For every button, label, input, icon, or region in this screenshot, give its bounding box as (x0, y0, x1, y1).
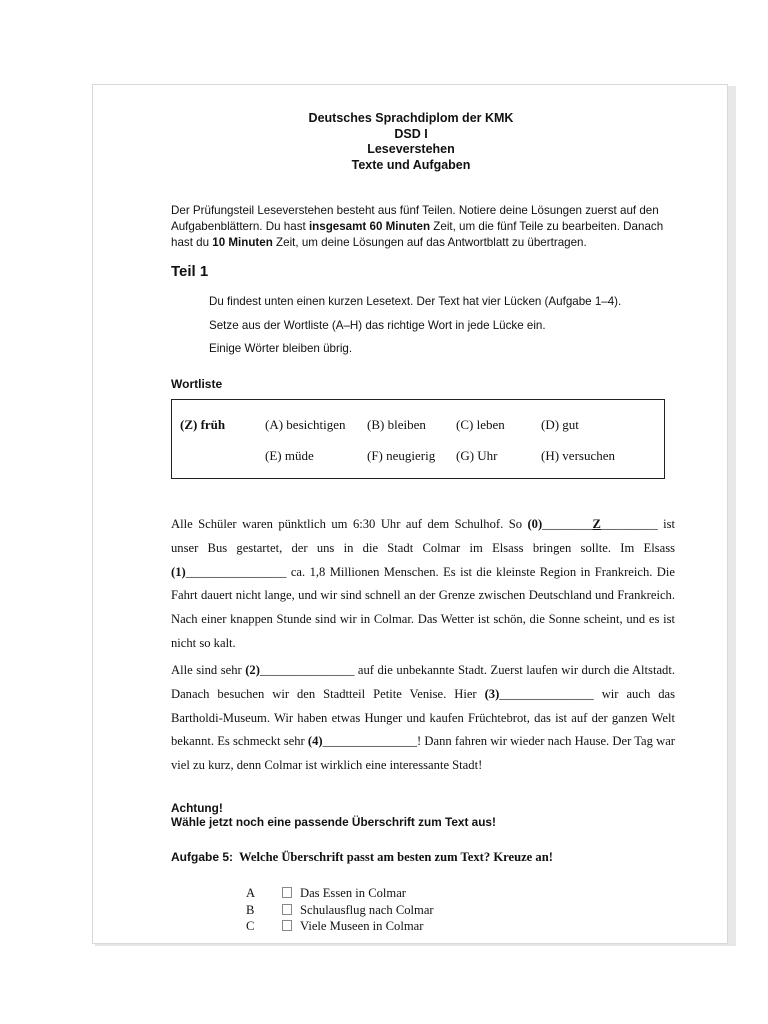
intro-text-1: Der Prüfungsteil Leseverstehen besteht aus fünf Teilen. Notiere deine Lösungen zuerst auf den Aufgabenblättern. Du hast (171, 204, 659, 234)
story-text: ist unser Bus gestartet, der uns in die Stadt Colmar im Elsass bringen sollte. Im Elsass (171, 517, 675, 555)
header-title: Deutsches Sprachdiplom der KMK (308, 111, 514, 125)
checkbox-icon[interactable] (282, 920, 292, 931)
story-text: ! Dann fahren wir wieder nach Hause. Der Tag war viel zu kurz, denn Colmar ist wirklich eine interessante Stadt! (171, 734, 675, 773)
checkbox-icon[interactable] (282, 904, 292, 915)
instruction-line: Setze aus der Wortliste (A–H) das richtige Wort in jede Lücke ein. (209, 319, 546, 332)
gap-label-0: (0) (527, 517, 543, 531)
task-5-heading (171, 850, 553, 865)
gap-line-3: _______________ (499, 686, 594, 701)
header-subsection: Texte und Aufgaben (351, 157, 471, 172)
header-subtitle: DSD I (394, 126, 428, 141)
wordlist-item: (B) bleiben (367, 417, 426, 432)
instruction-line: Du findest unten einen kurzen Lesetext. Der Text hat vier Lücken (Aufgabe 1–4). (209, 295, 622, 308)
section-title: Teil 1 (171, 263, 209, 280)
gap-label-4: (4) (307, 734, 323, 749)
gap-line-4: _______________ (322, 734, 418, 749)
story-text: auf die unbekannte Stadt. Zuerst laufen wir durch die Altstadt. Danach besuchen wir den Stadtteil Petite Venise. Hier (171, 663, 675, 701)
gap-label-1: (1) (171, 564, 186, 579)
gap-label-2: (2) (245, 663, 260, 677)
option-text: Viele Museen in Colmar (300, 919, 424, 933)
option-row-a[interactable] (246, 886, 406, 901)
gap-line: _________ (600, 517, 658, 531)
document-page (92, 84, 728, 944)
option-letter: A (246, 886, 256, 900)
option-row-b[interactable] (246, 903, 434, 918)
story-text: wir auch das Bartholdi-Museum. Wir haben etwas Hunger und kaufen Früchtebrot, das ist auf der ganzen Welt bekannt. Es schmeckt sehr (171, 686, 675, 749)
story-text: Alle sind sehr (171, 663, 246, 677)
intro-bold-2: 10 Minuten (212, 236, 273, 250)
attention-text: Wähle jetzt noch eine passende Überschrift zum Text aus! (171, 815, 496, 829)
gap-line: ________ (542, 517, 593, 531)
attention-title: Achtung! (171, 801, 223, 815)
gap-line-1: ________________ (185, 564, 287, 579)
intro-bold-1: insgesamt 60 Minuten (308, 220, 431, 234)
wordlist-item: (E) müde (265, 448, 314, 463)
wordlist-item: (G) Uhr (456, 448, 498, 463)
gap-line-2: _______________ (259, 663, 355, 677)
story-paragraph-2 (171, 659, 675, 778)
document-header (93, 111, 729, 173)
page-edge-strip (728, 86, 736, 944)
wordlist-item: (A) besichtigen (265, 417, 346, 432)
wordlist-item: (F) neugierig (367, 448, 436, 463)
option-letter: B (246, 903, 255, 917)
wordlist-item: (C) leben (456, 417, 505, 432)
gap-label-3: (3) (484, 686, 500, 701)
instruction-line: Einige Wörter bleiben übrig. (209, 342, 353, 355)
task-5-question: Welche Überschrift passt am besten zum Text? Kreuze an! (239, 850, 553, 864)
wordlist-example: (Z) früh (180, 417, 226, 432)
wordlist-item: (D) gut (541, 417, 579, 432)
option-text: Das Essen in Colmar (300, 886, 406, 900)
gap-answer-0: Z (592, 517, 601, 531)
header-section: Leseverstehen (367, 142, 455, 156)
option-letter: C (246, 919, 255, 933)
intro-text-2: Zeit, um die fünf Teile zu bearbeiten. Danach hast du (171, 220, 664, 250)
option-row-c[interactable] (246, 919, 423, 934)
wordlist-label: Wortliste (171, 377, 223, 391)
intro-paragraph (171, 203, 671, 252)
story-text: Alle Schüler waren pünktlich um 6:30 Uhr auf dem Schulhof. So (171, 517, 528, 531)
intro-text-3: Zeit, um deine Lösungen auf das Antwortblatt zu übertragen. (272, 236, 587, 250)
story-text: ca. 1,8 Millionen Menschen. Es ist die kleinste Region in Frankreich. Die Fahrt dauert nicht lange, und wir sind schnell an der Grenze zwischen Deutschland und Frankreich. Nach einer knappen Stunde sind wir in Colmar. Das Wetter ist schön, die Sonne scheint, und es ist nicht so kalt. (171, 564, 675, 650)
wordlist-item: (H) versuchen (541, 448, 615, 463)
option-text: Schulausflug nach Colmar (300, 903, 434, 917)
story-paragraph-1 (171, 513, 675, 656)
checkbox-icon[interactable] (282, 887, 292, 898)
wordlist-box (171, 399, 665, 479)
attention-note (171, 801, 496, 829)
task-5-label: Aufgabe 5: (171, 850, 234, 864)
